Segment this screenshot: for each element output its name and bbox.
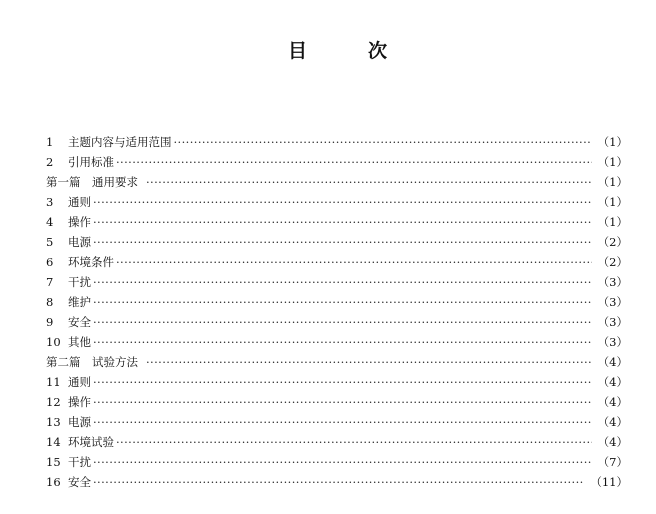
toc-entry-label: 其他: [68, 335, 91, 349]
toc-page-number: （1）: [597, 155, 628, 169]
dot-leader: [93, 332, 592, 352]
toc-entry-label: 电源: [68, 235, 91, 249]
toc-entry-label: 安全: [68, 315, 91, 329]
toc-entry[interactable]: [46, 272, 628, 292]
toc-entry-label: 环境试验: [68, 435, 114, 449]
dot-leader: [93, 192, 592, 212]
toc-entry[interactable]: [46, 372, 628, 392]
toc-page-number: （1）: [597, 175, 628, 189]
toc-entry-number: 2: [46, 155, 54, 169]
toc-entry-number: 1: [46, 135, 54, 149]
toc-page-number: （3）: [597, 315, 628, 329]
dot-leader: [93, 392, 592, 412]
toc-entry-label: 主题内容与适用范围: [68, 135, 172, 149]
toc-entry-number: 3: [46, 195, 54, 209]
page-title-char-1: 目: [288, 40, 309, 62]
toc-entry-number: 10: [46, 335, 61, 349]
dot-leader: [93, 372, 592, 392]
toc-entry[interactable]: [46, 232, 628, 252]
toc-entry-number: 9: [46, 315, 54, 329]
toc-page-number: （3）: [597, 295, 628, 309]
toc-entry-label: 操作: [68, 395, 91, 409]
toc-entry-number: 8: [46, 295, 54, 309]
toc-page-number: （1）: [597, 215, 628, 229]
toc-entry-label: 第二篇 试验方法: [46, 355, 138, 369]
toc-entry[interactable]: [46, 452, 628, 472]
toc-entry-number: 14: [46, 435, 61, 449]
toc-entry-label: 电源: [68, 415, 91, 429]
toc-entry[interactable]: [46, 152, 628, 172]
toc-entry-label: 第一篇 通用要求: [46, 175, 138, 189]
toc-entry[interactable]: [46, 332, 628, 352]
dot-leader: [93, 472, 584, 492]
toc-entry-label: 环境条件: [68, 255, 114, 269]
dot-leader: [146, 352, 592, 372]
toc-entry-number: 5: [46, 235, 54, 249]
toc-entry-number: 15: [46, 455, 61, 469]
toc-entry-number: 6: [46, 255, 54, 269]
toc-entry[interactable]: [46, 472, 628, 492]
toc-entry[interactable]: [46, 292, 628, 312]
dot-leader: [116, 432, 592, 452]
dot-leader: [93, 452, 592, 472]
toc-page-number: （2）: [597, 255, 628, 269]
toc-entry-number: 7: [46, 275, 54, 289]
toc-entry[interactable]: [46, 192, 628, 212]
dot-leader: [146, 172, 592, 192]
toc-page-number: （4）: [597, 355, 628, 369]
toc-entry-number: 11: [46, 375, 61, 389]
toc-entry-label: 干扰: [68, 275, 91, 289]
toc-entry[interactable]: [46, 432, 628, 452]
toc-entry-label: 维护: [68, 295, 91, 309]
toc-entry-label: 引用标准: [68, 155, 114, 169]
table-of-contents: [46, 132, 628, 492]
dot-leader: [116, 152, 592, 172]
toc-entry[interactable]: [46, 252, 628, 272]
toc-entry-label: 通则: [68, 375, 91, 389]
toc-entry-number: 16: [46, 475, 61, 489]
dot-leader: [116, 252, 592, 272]
toc-entry[interactable]: [46, 132, 628, 152]
toc-entry[interactable]: [46, 212, 628, 232]
toc-page-number: （4）: [597, 375, 628, 389]
toc-entry[interactable]: [46, 312, 628, 332]
dot-leader: [93, 272, 592, 292]
toc-page-number: （3）: [597, 335, 628, 349]
toc-part-heading[interactable]: [46, 352, 628, 372]
toc-entry-label: 操作: [68, 215, 91, 229]
toc-entry-number: 12: [46, 395, 61, 409]
toc-page-number: （2）: [597, 235, 628, 249]
dot-leader: [93, 312, 592, 332]
toc-page-number: （7）: [597, 455, 628, 469]
toc-page-number: （11）: [590, 475, 628, 489]
toc-entry-label: 干扰: [68, 455, 91, 469]
page-title-char-2: 次: [368, 40, 389, 62]
toc-entry-label: 安全: [68, 475, 91, 489]
toc-entry-number: 4: [46, 215, 54, 229]
toc-page-number: （4）: [597, 415, 628, 429]
dot-leader: [93, 232, 592, 252]
toc-page-number: （1）: [597, 135, 628, 149]
dot-leader: [93, 412, 592, 432]
dot-leader: [93, 212, 592, 232]
toc-entry-label: 通则: [68, 195, 91, 209]
dot-leader: [93, 292, 592, 312]
toc-entry-number: 13: [46, 415, 61, 429]
dot-leader: [174, 132, 592, 152]
toc-part-heading[interactable]: [46, 172, 628, 192]
toc-entry[interactable]: [46, 412, 628, 432]
toc-entry[interactable]: [46, 392, 628, 412]
toc-page-number: （4）: [597, 395, 628, 409]
toc-page-number: （3）: [597, 275, 628, 289]
toc-page-number: （1）: [597, 195, 628, 209]
toc-page-number: （4）: [597, 435, 628, 449]
